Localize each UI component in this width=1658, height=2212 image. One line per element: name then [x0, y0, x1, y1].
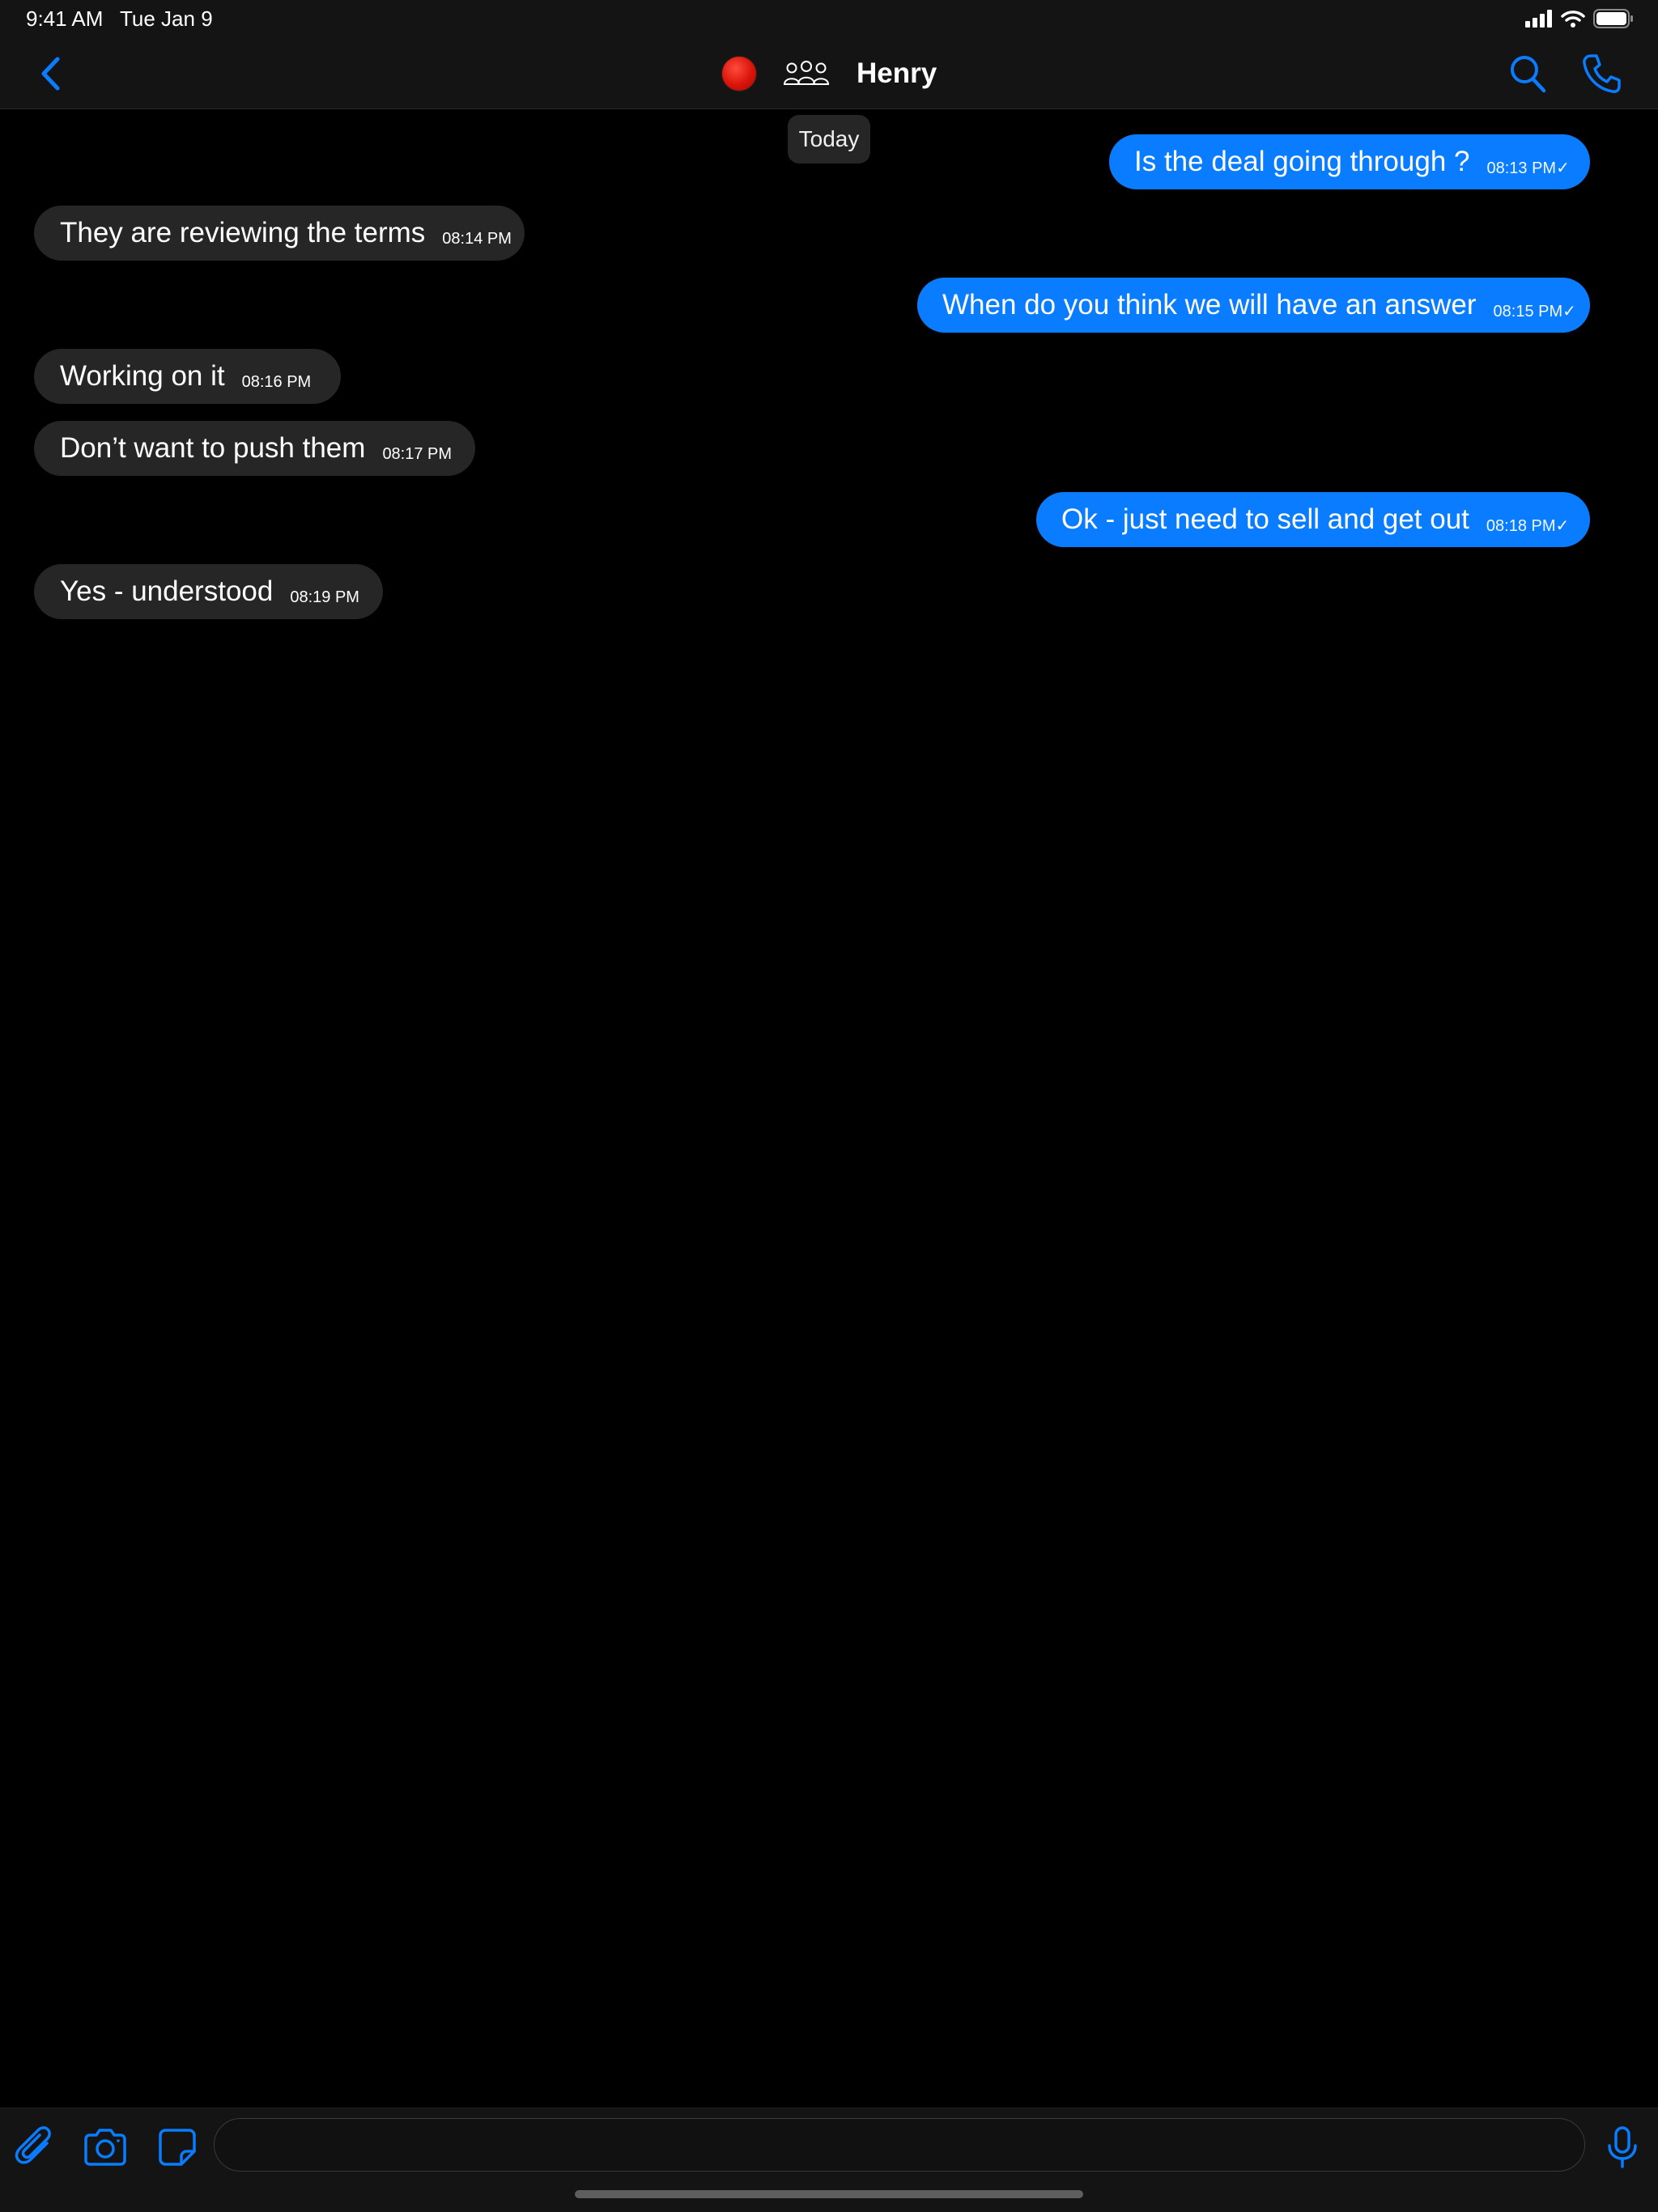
sticker-button[interactable]	[155, 2125, 200, 2170]
message-text: They are reviewing the terms	[60, 217, 426, 248]
camera-button[interactable]	[83, 2125, 128, 2170]
message-time: 08:15 PM✓	[1493, 302, 1576, 321]
message-text: Working on it	[60, 360, 225, 392]
message-text: Ok - just need to sell and get out	[1061, 503, 1469, 535]
group-icon	[784, 60, 829, 87]
call-button[interactable]	[1580, 52, 1622, 96]
status-time: 9:41 AM	[26, 6, 104, 31]
message-time: 08:13 PM✓	[1486, 159, 1570, 177]
attach-button[interactable]	[13, 2125, 58, 2170]
message-bubble-incoming[interactable]	[34, 564, 383, 619]
camera-icon	[83, 2128, 128, 2167]
message-bubble-incoming[interactable]	[34, 349, 341, 404]
contact-name: Henry	[857, 57, 937, 89]
message-time: 08:19 PM	[290, 588, 359, 606]
phone-icon	[1582, 53, 1621, 94]
message-bubble-outgoing[interactable]	[1036, 492, 1590, 547]
status-bar	[0, 0, 1658, 39]
status-icons	[1525, 9, 1634, 32]
message-bubble-incoming[interactable]	[34, 421, 475, 476]
message-time: 08:16 PM	[241, 372, 312, 391]
message-bubble-outgoing[interactable]	[1109, 134, 1590, 189]
wifi-icon	[1561, 10, 1585, 32]
conversation-header	[0, 39, 1658, 109]
sticker-icon	[158, 2128, 197, 2167]
message-text: When do you think we will have an answer	[942, 289, 1477, 321]
voice-button[interactable]	[1600, 2125, 1645, 2170]
message-time: 08:18 PM✓	[1486, 516, 1570, 535]
message-bubble-incoming[interactable]	[34, 206, 525, 261]
signal-icon	[1525, 10, 1553, 32]
contact-header[interactable]	[722, 53, 937, 94]
chevron-left-icon	[40, 56, 61, 91]
message-time: 08:17 PM	[382, 444, 453, 463]
home-indicator[interactable]	[575, 2190, 1083, 2198]
message-text: Yes - understood	[60, 575, 274, 607]
back-button[interactable]	[34, 53, 66, 94]
message-text: Don’t want to push them	[60, 432, 366, 464]
microphone-icon	[1606, 2126, 1639, 2168]
date-separator: Today	[788, 115, 870, 163]
message-input[interactable]	[214, 2118, 1585, 2172]
search-button[interactable]	[1507, 52, 1548, 96]
message-text: Is the deal going through ?	[1134, 146, 1470, 177]
message-bubble-outgoing[interactable]	[917, 278, 1590, 333]
search-icon	[1509, 54, 1546, 93]
battery-icon	[1593, 9, 1634, 32]
status-indicator	[722, 57, 756, 91]
message-time: 08:14 PM	[442, 229, 512, 248]
paperclip-icon	[15, 2125, 57, 2169]
status-date: Tue Jan 9	[120, 6, 213, 31]
